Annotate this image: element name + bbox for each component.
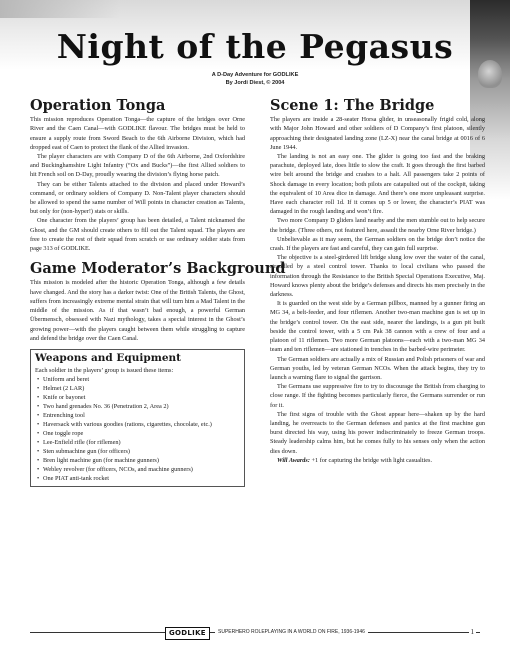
equipment-list — [35, 375, 240, 483]
equipment-item-label: Two hand grenades No. 36 (Penetration 2, Area 2) — [43, 402, 169, 410]
bullet-icon: • — [37, 456, 40, 464]
scene-1-body — [270, 115, 485, 456]
equipment-item — [37, 474, 240, 483]
equipment-item-label: Lee-Enfield rifle (for riflemen) — [43, 438, 121, 446]
equipment-item — [37, 384, 240, 393]
equipment-item — [37, 420, 240, 429]
bullet-icon: • — [37, 375, 40, 383]
equipment-item-label: Entrenching tool — [43, 411, 85, 419]
equipment-item — [37, 393, 240, 402]
bullet-icon: • — [37, 447, 40, 455]
paragraph: One character from the players’ group has been detailed, a Talent nicknamed the Ghost, and the GM should create others to fill out the Talent squad. The players are free to create the rest of their squad from scratch or use ordinary soldier stats from page 313 of GODLIKE. — [30, 217, 245, 253]
paragraph: The objective is a steel-girdered lift bridge slung low over the water of the canal, straddled by a steel control tower. Thanks to local civilians who passed the information through the Resistance to the British Special Operations Executive, Maj. Howard knows plenty about the bridge’s defenses and directs his men precisely in the darkness. — [270, 254, 485, 299]
footer-tagline: SUPERHERO ROLEPLAYING IN A WORLD ON FIRE, 1936-1946 — [215, 629, 368, 636]
equipment-item — [37, 375, 240, 384]
will-awards-text: +1 for capturing the bridge with light casualties. — [309, 456, 433, 464]
equipment-item — [37, 438, 240, 447]
equipment-item-label: Bren light machine gun (for machine gunners) — [43, 456, 159, 464]
paragraph: Two more Company D gliders land nearby and the men stumble out to help secure the bridge. (Three others, not featured here, assault the nearby Orne River bridge.) — [270, 217, 485, 234]
equipment-item-label: Sten submachine gun (for officers) — [43, 447, 131, 455]
bullet-icon: • — [37, 384, 40, 392]
section-heading-operation-tonga: Operation Tonga — [30, 97, 166, 114]
byline: By Jordi Diest, © 2004 — [225, 80, 285, 86]
bullet-icon: • — [37, 429, 40, 437]
paragraph: This mission reproduces Operation Tonga—the capture of the bridges over Orne River and the Caen Canal—with GODLIKE flavour. The bridges must be held to ensure a supply route from Sword Beach to the 6th Airborne Division, which had dropped east of Caen to protect the flank of the Allied invasion. — [30, 116, 245, 151]
paragraph: The Germans use suppressive fire to try to discourage the British from charging to close range. If the fighting becomes particularly fierce, the Germans surrender or run for it. — [270, 383, 485, 409]
paragraph: The German soldiers are actually a mix of Russian and Polish prisoners of war and German youths, led by veteran German NCOs. When the attack begins, they try to launch a warning flare to signal the garrison. — [270, 355, 485, 381]
paragraph: This mission is modeled after the historic Operation Tonga, although a few details have changed. And the story has a darker twist: One of the British Talents, the Ghost, suffers from increasingly extreme mental strain that will turn him a Mad Talent in the middle of the mission. As if that wasn’t bad enough, a powerful German Übermensch, obsessed with Nazi mythology, takes a special interest in the Ghost’s growing power—with the players caught between them while struggling to capture and defend the bridge over the Caen Canal. — [30, 279, 245, 342]
bullet-icon: • — [37, 411, 40, 419]
paragraph: They can be either Talents attached to the division and placed under Howard’s command, or ordinary soldiers of Company D. Non-Talent player characters should be allowed to spend the same number of Will points in character creation as Talents, but only for (non-hyper!) stats or skills. — [30, 180, 245, 216]
equipment-item-label: Uniform and beret — [43, 375, 90, 383]
will-awards-label: Will Awards: — [277, 456, 310, 464]
godlike-logo: GODLIKE — [165, 627, 210, 640]
paragraph: It is guarded on the west side by a German pillbox, manned by a gunner firing an MG 34, a belt-feeder, and four riflemen. Another two-man machine gun is set up in the bridge’s control tower. On the east side, nearer the landings, is a gun pit built beside the control tower, with a 5 cm Pak 38 cannon with a crew of four and a platoon of 11 riflemen. Two more German platoons—each with a two-man MG 34 team and ten riflemen—are stationed in trenches in the barbed-wire perimeter. — [270, 300, 485, 354]
left-column — [30, 97, 286, 487]
equipment-item — [37, 465, 240, 474]
section-heading-gm-background: Game Moderator’s Background — [30, 260, 286, 278]
page-footer — [0, 627, 510, 641]
equipment-item — [37, 429, 240, 438]
equipment-item-label: One PIAT anti-tank rocket — [43, 474, 110, 482]
bullet-icon: • — [37, 420, 40, 428]
bullet-icon: • — [37, 438, 40, 446]
paragraph: The player characters are with Company D of the 6th Airborne, 2nd Oxfordshire and Buckinghamshire Light Infantry (“Ox and Bucks”)—the first Allied soldiers to hit French soil on D-Day, proudly wearing the division’s flying horse patch. — [30, 153, 245, 179]
page-title: Night of the Pegasus — [56, 27, 454, 66]
equipment-item-label: Webley revolver (for officers, NCOs, and machine gunners) — [43, 465, 193, 473]
gm-background-body — [30, 278, 245, 342]
right-column — [270, 98, 485, 465]
page-number: 1 — [470, 628, 474, 636]
paragraph: The first signs of trouble with the Ghost appear here—shaken up by the hard landing, he overreacts to the German defenses and panics at the first machine gun burst directed his way, using his power indiscriminately to freeze German troops. Steady leadership calms him, but he comes fully to his senses only when the action dies down. — [270, 410, 485, 455]
bullet-icon: • — [37, 402, 40, 410]
paragraph: The landing is not an easy one. The glider is going too fast and the braking parachute, deployed late, does little to slow the craft. It goes through the first barbed wire belt around the bridge and crashes to a halt. All passengers take 2 points of Shock damage in every location; both pilots are catapulted out of the cockpit, taking the equivalent of 10 Area dice in damage. And there’s one more unpleasant surprise. Have each character roll 1d. If it comes up 5 or lower, the character’s PIAT was damaged in the rough landing and won’t fire. — [270, 153, 485, 216]
operation-tonga-body — [30, 115, 245, 253]
section-heading-scene-1: Scene 1: The Bridge — [270, 97, 435, 114]
equipment-item-label: Knife or bayonet — [43, 393, 86, 401]
equipment-item — [37, 447, 240, 456]
paragraph: Unbelievable as it may seem, the German soldiers on the bridge don’t notice the crash. If the players are fast and careful, they can gain full surprise. — [270, 235, 485, 253]
equipment-item — [37, 411, 240, 420]
bullet-icon: • — [37, 393, 40, 401]
bullet-icon: • — [37, 474, 40, 482]
equipment-item-label: One toggle rope — [43, 429, 84, 437]
equipment-item-label: Helmet (2 LAR) — [43, 384, 85, 392]
paragraph: The players are inside a 28-seater Horsa glider, in unseasonally frigid cold, along with Major John Howard and other soldiers of D Company’s first platoon, silently approaching their designated landing zone (LZ-X) near the canal bridge at 0016 of 6 June 1944. — [270, 116, 485, 151]
equipment-item-label: Haversack with various goodies (rations, cigarettes, chocolate, etc.) — [43, 420, 212, 428]
weapons-equipment-heading: Weapons and Equipment — [35, 351, 181, 364]
weapons-equipment-intro: Each soldier in the players’ group is issued these items: — [35, 366, 174, 374]
weapons-equipment-box — [30, 349, 245, 487]
subtitle: A D-Day Adventure for GODLIKE — [211, 72, 299, 78]
will-awards-paragraph — [270, 456, 485, 465]
equipment-item — [37, 456, 240, 465]
bullet-icon: • — [37, 465, 40, 473]
equipment-item — [37, 402, 240, 411]
